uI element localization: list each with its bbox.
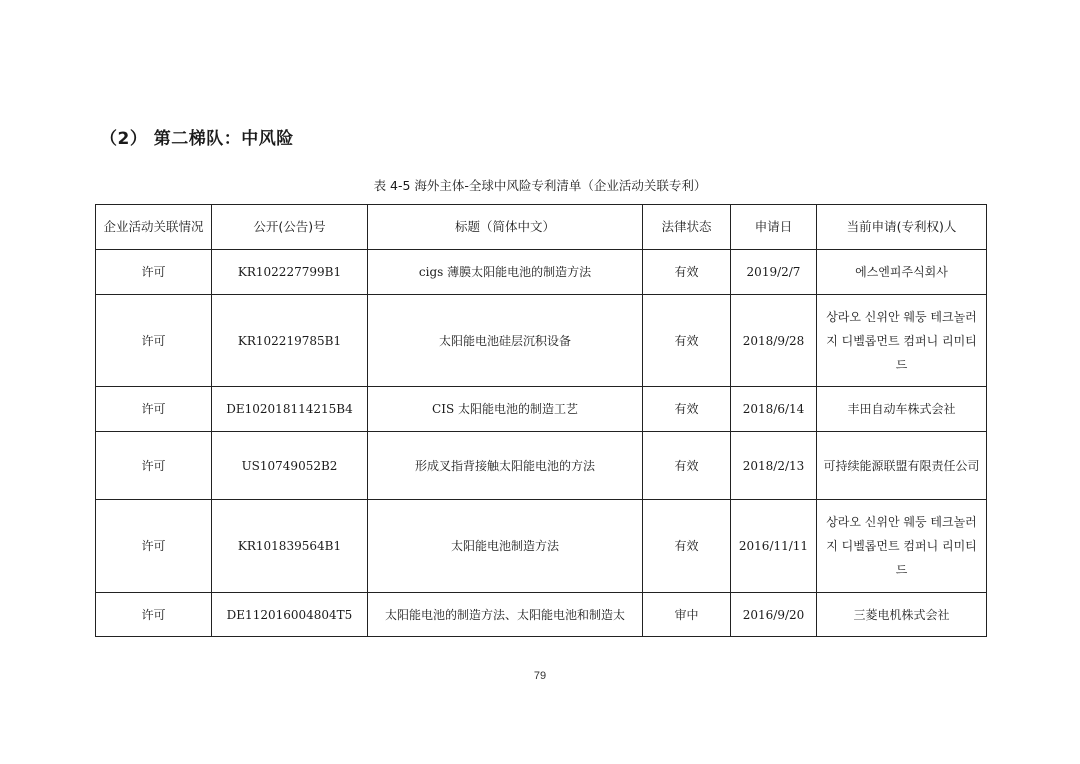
cell-filing-date: 2019/2/7 xyxy=(731,250,817,295)
header-filing-date: 申请日 xyxy=(731,205,817,250)
cell-activity: 许可 xyxy=(96,432,212,500)
cell-publication-number: DE102018114215B4 xyxy=(212,387,368,432)
table-header-row xyxy=(96,205,987,250)
cell-applicant: 可持续能源联盟有限责任公司 xyxy=(817,432,987,500)
cell-activity: 许可 xyxy=(96,250,212,295)
cell-title: CIS 太阳能电池的制造工艺 xyxy=(368,387,643,432)
cell-applicant: 상라오 신위안 웨둥 테크놀러지 디벨롭먼트 컴퍼니 리미티드 xyxy=(817,500,987,593)
cell-publication-number: KR101839564B1 xyxy=(212,500,368,593)
patent-table xyxy=(95,204,987,637)
cell-publication-number: KR102227799B1 xyxy=(212,250,368,295)
cell-activity: 许可 xyxy=(96,387,212,432)
cell-legal-status: 有效 xyxy=(643,387,731,432)
cell-title: 太阳能电池的制造方法、太阳能电池和制造太 xyxy=(368,593,643,637)
cell-activity: 许可 xyxy=(96,593,212,637)
cell-legal-status: 有效 xyxy=(643,295,731,387)
cell-legal-status: 审中 xyxy=(643,593,731,637)
cell-title: 形成叉指背接触太阳能电池的方法 xyxy=(368,432,643,500)
cell-filing-date: 2016/11/11 xyxy=(731,500,817,593)
cell-applicant: 三菱电机株式会社 xyxy=(817,593,987,637)
table-row xyxy=(96,432,987,500)
header-activity: 企业活动关联情况 xyxy=(96,205,212,250)
header-applicant: 当前申请(专利权)人 xyxy=(817,205,987,250)
cell-legal-status: 有效 xyxy=(643,500,731,593)
cell-publication-number: US10749052B2 xyxy=(212,432,368,500)
cell-legal-status: 有效 xyxy=(643,432,731,500)
cell-title: 太阳能电池硅层沉积设备 xyxy=(368,295,643,387)
table-row xyxy=(96,295,987,387)
header-legal-status: 法律状态 xyxy=(643,205,731,250)
cell-activity: 许可 xyxy=(96,500,212,593)
table-row xyxy=(96,250,987,295)
page-number: 79 xyxy=(533,670,547,682)
cell-applicant: 丰田自动车株式会社 xyxy=(817,387,987,432)
table-row xyxy=(96,593,987,637)
table-row xyxy=(96,387,987,432)
cell-publication-number: KR102219785B1 xyxy=(212,295,368,387)
section-heading: （2） 第二梯队：中风险 xyxy=(100,129,294,149)
cell-title: cigs 薄膜太阳能电池的制造方法 xyxy=(368,250,643,295)
cell-applicant: 에스엔피주식회사 xyxy=(817,250,987,295)
cell-publication-number: DE112016004804T5 xyxy=(212,593,368,637)
cell-title: 太阳能电池制造方法 xyxy=(368,500,643,593)
cell-filing-date: 2018/9/28 xyxy=(731,295,817,387)
cell-activity: 许可 xyxy=(96,295,212,387)
table-row xyxy=(96,500,987,593)
header-publication-number: 公开(公告)号 xyxy=(212,205,368,250)
cell-applicant: 상라오 신위안 웨둥 테크놀러지 디벨롭먼트 컴퍼니 리미티드 xyxy=(817,295,987,387)
cell-legal-status: 有效 xyxy=(643,250,731,295)
cell-filing-date: 2016/9/20 xyxy=(731,593,817,637)
cell-filing-date: 2018/6/14 xyxy=(731,387,817,432)
header-title: 标题（简体中文） xyxy=(368,205,643,250)
table-caption: 表 4-5 海外主体-全球中风险专利清单（企业活动关联专利） xyxy=(373,178,707,193)
cell-filing-date: 2018/2/13 xyxy=(731,432,817,500)
